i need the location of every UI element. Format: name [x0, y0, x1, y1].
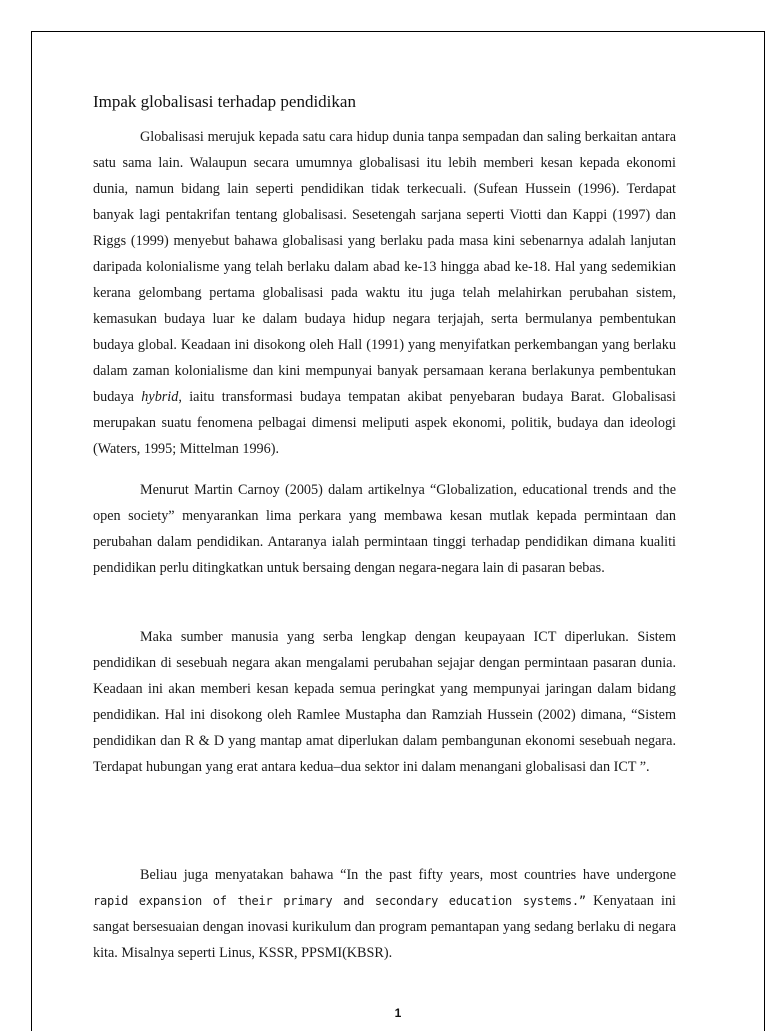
- page-number: 1: [394, 1006, 402, 1020]
- paragraph4-text-b: Kenyataan ini sangat bersesuaian dengan inovasi kurikulum dan program pemantapan yang sedang berlaku di negara kita. Misalnya seperti Linus, KSSR, PPSMI(KBSR).: [93, 893, 676, 961]
- document-page: [31, 31, 765, 1031]
- paragraph1-italic-term: hybrid: [141, 389, 179, 405]
- document-title: Impak globalisasi terhadap pendidikan: [93, 92, 356, 111]
- paragraph1-text-b: , iaitu transformasi budaya tempatan akibat penyebaran budaya Barat. Globalisasi merupakan suatu fenomena pelbagai dimensi meliputi aspek ekonomi, politik, budaya dan ideologi (Waters, 1995; Mittelman 1996).: [93, 389, 676, 457]
- paragraph1-text-a: Globalisasi merujuk kepada satu cara hidup dunia tanpa sempadan dan saling berkaitan antara satu sama lain. Walaupun secara umumnya globalisasi itu lebih memberi kesan kepada ekonomi dunia, namun bidang lain seperti pendidikan tidak terkecuali. (Sufean Hussein (1996). Terdapat banyak lagi pentakrifan tentang globalisasi. Sesetengah sarjana seperti Viotti dan Kappi (1997) dan Riggs (1999) menyebut bahawa globalisasi yang berlaku pada masa kini sebenarnya adalah lanjutan daripada kolonialisme yang telah berlaku dalam abad ke-13 hingga abad ke-18. Hal yang sedemikian kerana gelombang pertama globalisasi pada waktu itu juga telah melahirkan perubahan sistem, kemasukan budaya luar ke dalam budaya hidup negara terjajah, serta bermulanya pembentukan budaya global. Keadaan ini disokong oleh Hall (1991) yang menyifatkan perkembangan yang berlaku dalam zaman kolonialisme dan kini mempunyai banyak persamaan kerana berlakunya pembentukan budaya: [93, 129, 676, 405]
- paragraph-sumber-manusia: Maka sumber manusia yang serba lengkap dengan keupayaan ICT diperlukan. Sistem pendidikan di sesebuah negara akan mengalami perubahan sejajar dengan permintaan pasaran dunia. Keadaan ini akan memberi kesan kepada semua peringkat yang mempunyai jaringan dalam bidang pendidikan. Hal ini disokong oleh Ramlee Mustapha dan Ramziah Hussein (2002) dimana, “Sistem pendidikan dan R & D yang mantap amat diperlukan dalam pembangunan ekonomi sesebuah negara. Terdapat hubungan yang erat antara kedua–dua sektor ini dalam menangani globalisasi dan ICT ”.: [93, 629, 676, 775]
- paragraph-globalisasi-definition: [93, 124, 676, 462]
- paragraph-martin-carnoy: Menurut Martin Carnoy (2005) dalam artikelnya “Globalization, educational trends and the open society” menyarankan lima perkara yang membawa kesan mutlak kepada permintaan dan perubahan dalam pendidikan. Antaranya ialah permintaan tinggi terhadap pendidikan dimana kualiti pendidikan perlu ditingkatkan untuk bersaing dengan negara-negara lain di pasaran bebas.: [93, 482, 676, 576]
- paragraph-beliau: [93, 862, 676, 966]
- paragraph4-text-a: Beliau juga menyatakan bahawa “In the past fifty years, most countries have undergone: [140, 867, 676, 883]
- paragraph4-quote-mono: rapid expansion of their primary and secondary education systems.”: [93, 894, 586, 908]
